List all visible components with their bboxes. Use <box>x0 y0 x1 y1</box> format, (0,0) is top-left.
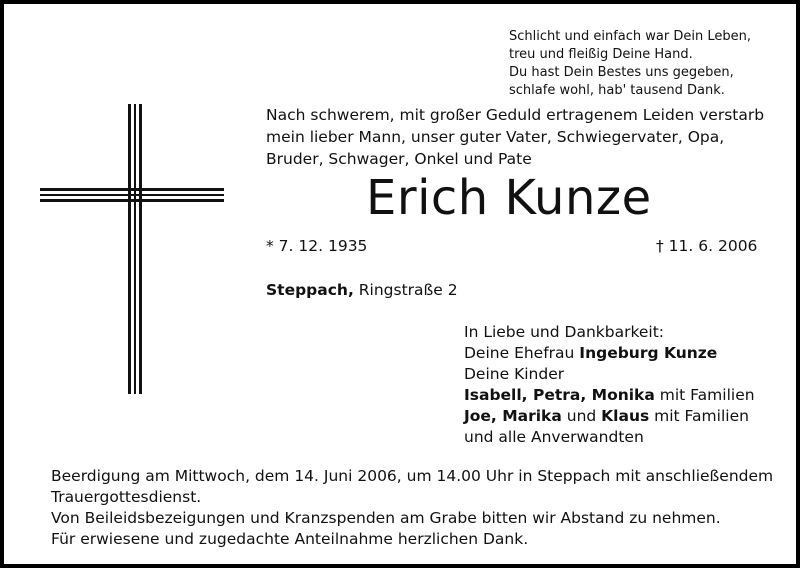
intro-text <box>266 104 764 170</box>
mourners-block <box>464 322 755 448</box>
mourners-heading: In Liebe und Dankbarkeit: <box>464 323 665 341</box>
birth-date: * 7. 12. 1935 <box>266 237 368 255</box>
cross-icon <box>40 104 224 394</box>
relatives-line: und alle Anverwandten <box>464 428 644 446</box>
children-line <box>464 385 755 406</box>
intro-line: mein lieber Mann, unser guter Vater, Schwiegervater, Opa, <box>266 128 725 146</box>
children-suffix: mit Familien <box>654 386 755 404</box>
funeral-line: Von Beileidsbezeigungen und Kranzspenden am Grabe bitten wir Abstand zu nehmen. <box>51 509 721 527</box>
children-line <box>464 406 755 427</box>
funeral-line: Trauergottesdienst. <box>51 488 202 506</box>
children-names: Isabell, Petra, Monika <box>464 386 655 404</box>
children-names: Klaus <box>601 407 650 425</box>
poem <box>509 28 751 100</box>
funeral-notice <box>51 466 773 550</box>
deceased-name: Erich Kunze <box>366 170 652 226</box>
address <box>266 280 458 300</box>
address-street: Ringstraße 2 <box>353 281 458 299</box>
address-town: Steppach, <box>266 281 354 299</box>
intro-line: Bruder, Schwager, Onkel und Pate <box>266 150 532 168</box>
poem-line: Du hast Dein Bestes uns gegeben, <box>509 65 734 80</box>
poem-line: treu und fleißig Deine Hand. <box>509 47 693 62</box>
children-heading: Deine Kinder <box>464 365 565 383</box>
funeral-line: Für erwiesene und zugedachte Anteilnahme herzlichen Dank. <box>51 530 529 548</box>
children-and: und <box>561 407 602 425</box>
death-date: † 11. 6. 2006 <box>656 237 758 255</box>
poem-line: Schlicht und einfach war Dein Leben, <box>509 29 751 44</box>
funeral-line: Beerdigung am Mittwoch, dem 14. Juni 2006, um 14.00 Uhr in Steppach mit anschließendem <box>51 467 774 485</box>
poem-line: schlafe wohl, hab' tausend Dank. <box>509 83 725 98</box>
mourner-wife <box>464 343 755 364</box>
intro-line: Nach schwerem, mit großer Geduld ertragenem Leiden verstarb <box>266 106 765 124</box>
children-suffix: mit Familien <box>649 407 749 425</box>
wife-label: Deine Ehefrau <box>464 344 580 362</box>
wife-name: Ingeburg Kunze <box>579 344 718 362</box>
children-names: Joe, Marika <box>464 407 562 425</box>
